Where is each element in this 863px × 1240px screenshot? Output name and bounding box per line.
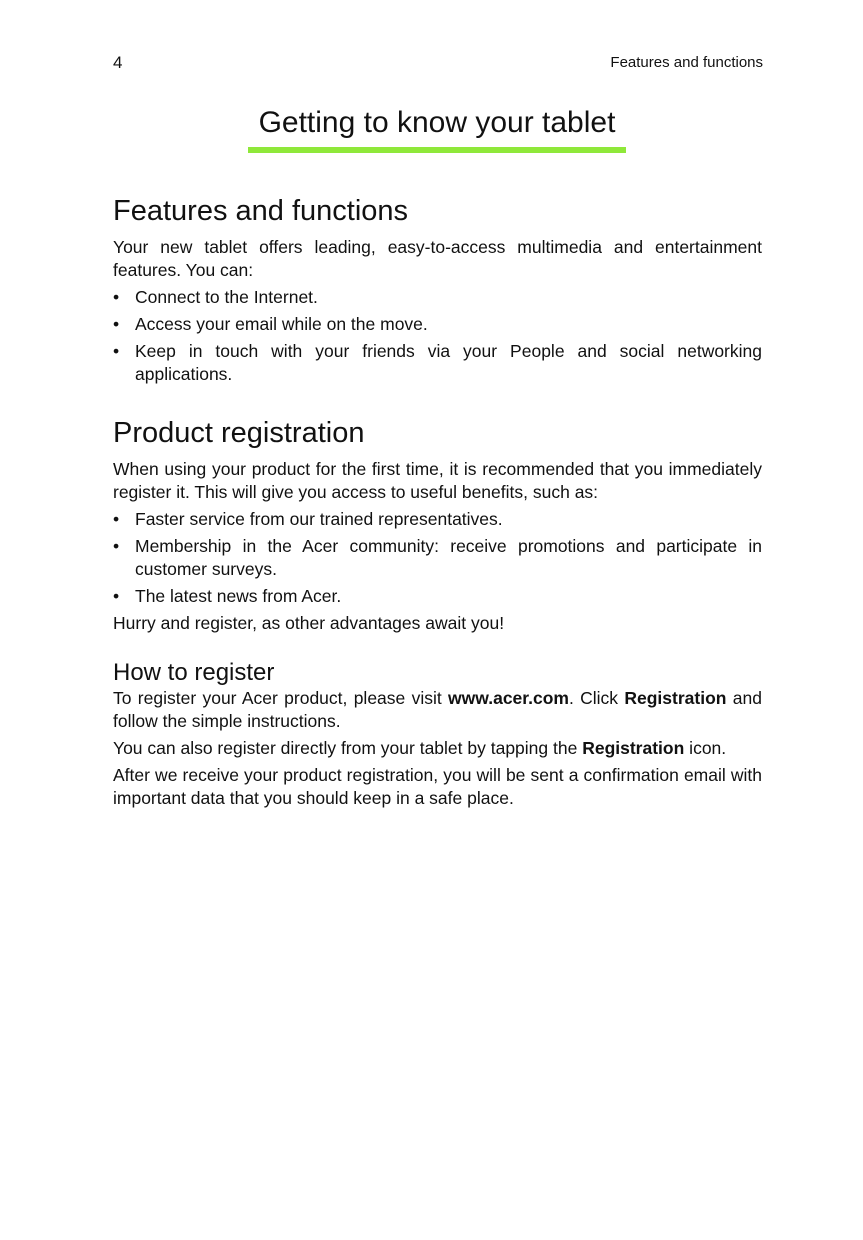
acer-website-link[interactable]: www.acer.com [448,688,569,708]
how-to-register-paragraph-3: After we receive your product registration, you will be sent a confirmation email with important data that you should keep in a safe place. [113,765,762,808]
page-number: 4 [113,53,123,72]
list-item-text: Access your email while on the move. [135,314,428,334]
page-content [113,192,762,814]
list-item-text: Faster service from our trained representatives. [135,509,503,529]
bullet: • [113,341,120,361]
how-to-register-paragraph-2: You can also register directly from your tablet by tapping the Registration icon. [113,738,727,758]
list-item-text: Membership in the Acer community: receive promotions and participate in customer surveys. [135,536,762,579]
bullet: • [113,586,120,606]
bullet: • [113,509,120,529]
list-item [113,535,762,581]
list-item [113,508,762,531]
bullet: • [113,314,120,334]
chapter-title-underline [248,147,626,153]
registration-closing: Hurry and register, as other advantages await you! [113,613,505,633]
registration-benefits-list [113,508,762,608]
features-list [113,286,762,386]
bullet: • [113,287,120,307]
features-heading: Features and functions [113,195,409,227]
list-item [113,286,762,309]
list-item-text: Connect to the Internet. [135,287,318,307]
registration-term: Registration [624,688,727,708]
list-item-text: Keep in touch with your friends via your People and social networking applications. [135,341,762,384]
registration-heading: Product registration [113,417,365,449]
bullet: • [113,536,120,556]
registration-intro: When using your product for the first time, it is recommended that you immediately register it. This will give you access to useful benefits, such as: [113,459,762,502]
chapter-title: Getting to know your tablet [258,106,616,139]
running-header: Features and functions [610,54,763,71]
features-section [113,192,762,386]
how-to-register-section [113,659,762,810]
how-to-register-paragraph-1: To register your Acer product, please visit www.acer.com. Click Registration and follow the simple instructions. [113,688,762,731]
registration-icon-term: Registration [582,738,685,758]
registration-section [113,414,762,635]
list-item-text: The latest news from Acer. [135,586,342,606]
features-intro: Your new tablet offers leading, easy-to-access multimedia and entertainment features. You can: [113,237,762,280]
list-item [113,340,762,386]
list-item [113,585,762,608]
how-to-register-heading: How to register [113,659,275,686]
list-item [113,313,762,336]
